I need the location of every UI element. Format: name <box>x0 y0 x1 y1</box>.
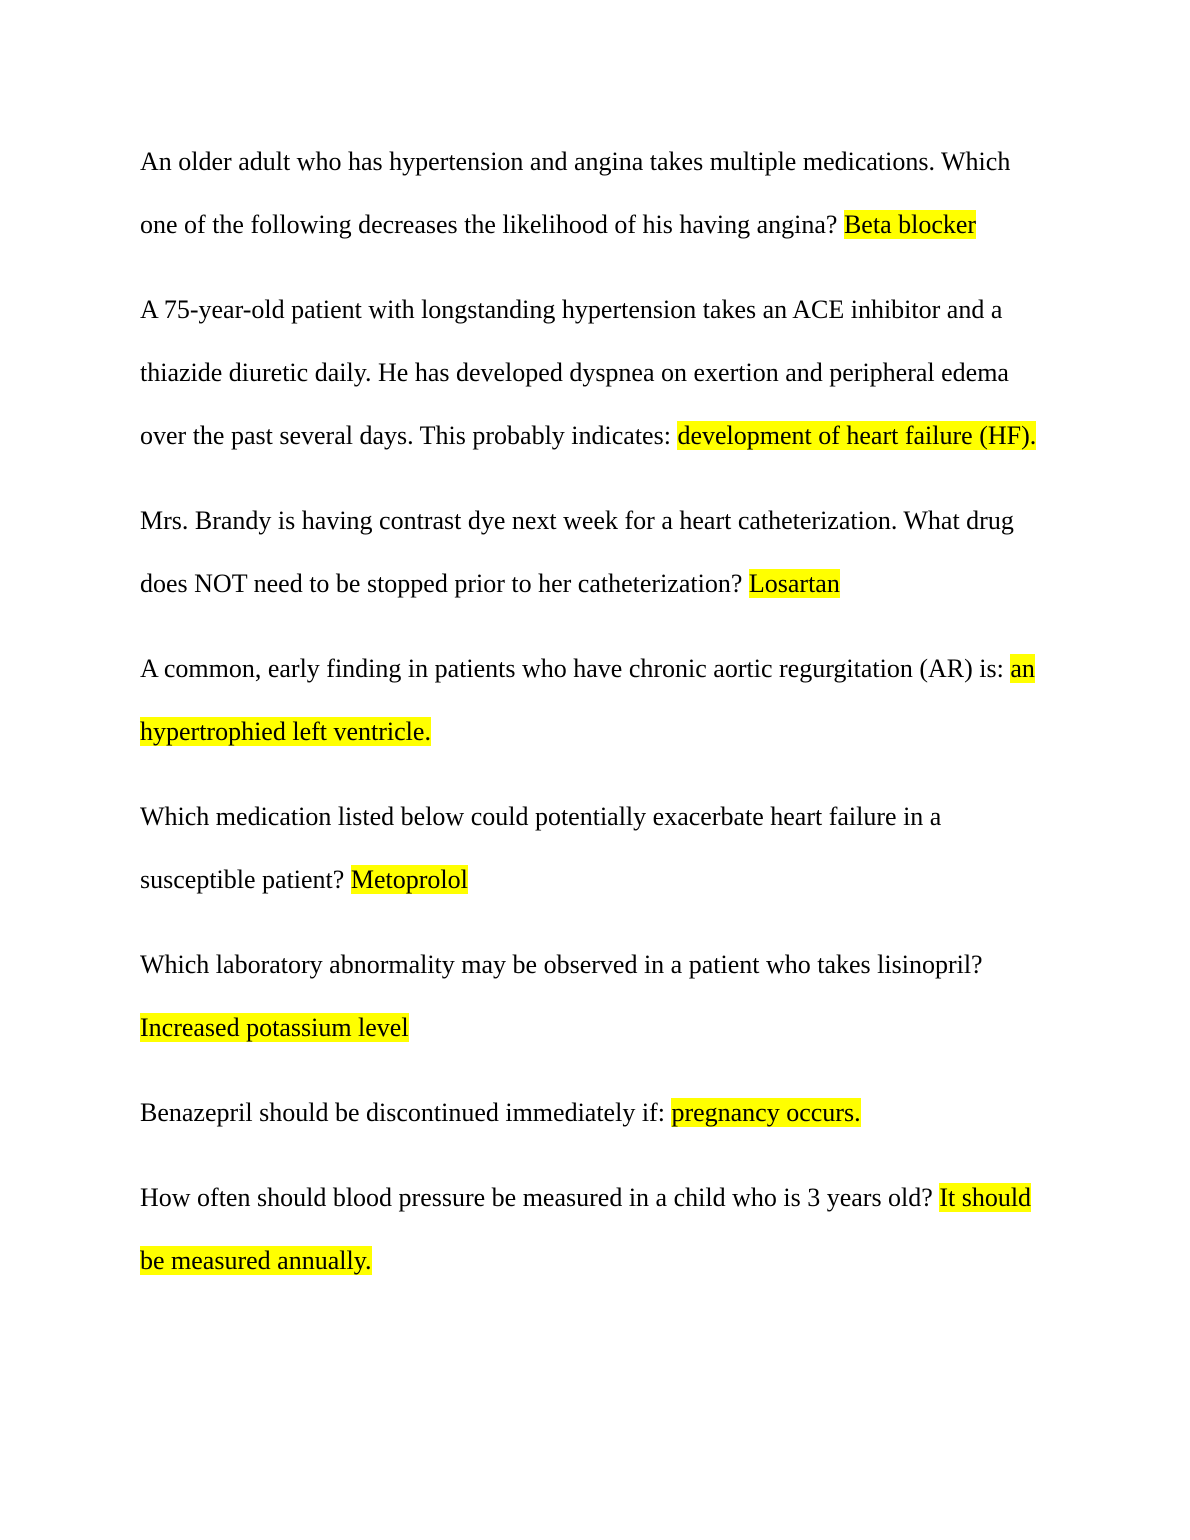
qa-item-5 <box>140 785 1052 911</box>
highlighted-answer: development of heart failure (HF). <box>677 421 1037 450</box>
highlighted-answer: an hypertrophied left ventricle. <box>140 654 1035 746</box>
document-body <box>140 130 1052 1314</box>
qa-item-3 <box>140 489 1052 615</box>
qa-item-4 <box>140 637 1052 763</box>
highlighted-answer: Increased potassium level <box>140 1013 409 1042</box>
highlighted-answer: pregnancy occurs. <box>671 1098 861 1127</box>
question-text: Which laboratory abnormality may be observed in a patient who takes lisinopril? <box>140 950 983 979</box>
question-text: Mrs. Brandy is having contrast dye next week for a heart catheterization. What drug does NOT need to be stopped prior to her catheterization? <box>140 506 1014 598</box>
qa-item-1 <box>140 130 1052 256</box>
question-text: An older adult who has hypertension and angina takes multiple medications. Which one of the following decreases the likelihood of his having angina? <box>140 147 1011 239</box>
highlighted-answer: Beta blocker <box>843 210 977 239</box>
highlighted-answer: Losartan <box>748 569 840 598</box>
qa-item-2 <box>140 278 1052 467</box>
question-text: A common, early finding in patients who have chronic aortic regurgitation (AR) is: <box>140 654 1004 683</box>
question-text: How often should blood pressure be measured in a child who is 3 years old? <box>140 1183 933 1212</box>
question-text: Benazepril should be discontinued immediately if: <box>140 1098 665 1127</box>
highlighted-answer: Metoprolol <box>350 865 468 894</box>
question-text: A 75-year-old patient with longstanding hypertension takes an ACE inhibitor and a thiazide diuretic daily. He has developed dyspnea on exertion and peripheral edema over the past several days. This probably indicates: <box>140 295 1009 450</box>
question-text: Which medication listed below could potentially exacerbate heart failure in a susceptible patient? <box>140 802 942 894</box>
qa-item-7 <box>140 1081 1052 1144</box>
qa-item-8 <box>140 1166 1052 1292</box>
highlighted-answer: It should be measured annually. <box>140 1183 1032 1275</box>
qa-item-6 <box>140 933 1052 1059</box>
